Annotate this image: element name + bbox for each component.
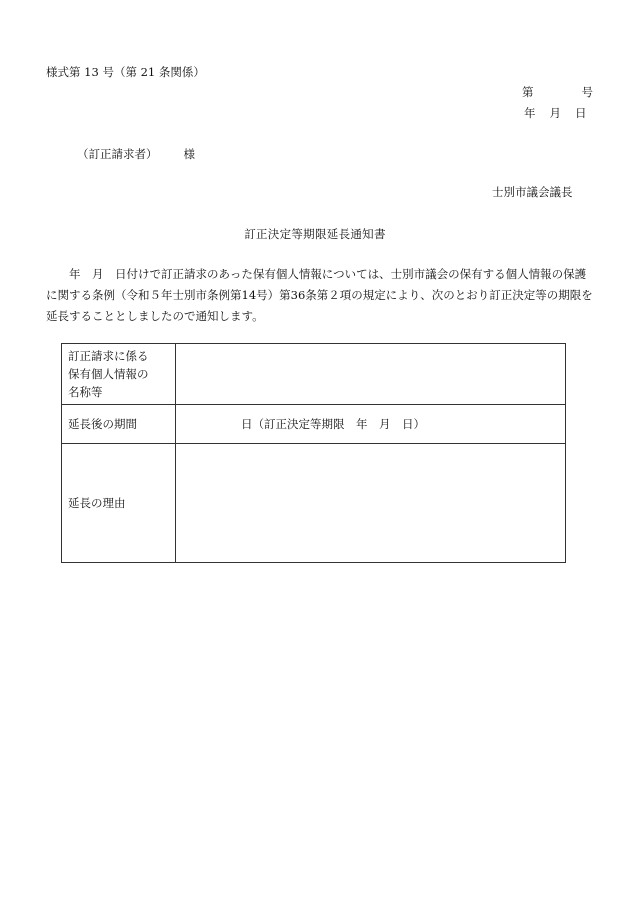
label-line: 名称等 bbox=[68, 385, 103, 399]
table-row bbox=[62, 444, 566, 563]
date-month: 月 bbox=[549, 106, 561, 120]
table-row bbox=[62, 344, 566, 405]
info-table bbox=[61, 343, 566, 563]
recipient-honorific: 様 bbox=[183, 147, 195, 161]
extension-period-cell bbox=[176, 405, 566, 444]
row-label: 延長の理由 bbox=[62, 444, 176, 563]
document-title: 訂正決定等期限延長通知書 bbox=[244, 227, 386, 241]
document-date bbox=[524, 105, 587, 121]
label-line: 訂正請求に係る bbox=[68, 349, 149, 363]
extension-period-value: 日（訂正決定等期限 年 月 日） bbox=[241, 417, 425, 431]
document-number-suffix: 号 bbox=[581, 85, 593, 99]
recipient-label: （訂正請求者） bbox=[77, 147, 158, 161]
extension-reason-cell bbox=[176, 444, 566, 563]
label-line: 保有個人情報の bbox=[68, 367, 149, 381]
table-row bbox=[62, 405, 566, 444]
date-day: 日 bbox=[575, 106, 587, 120]
document-number bbox=[522, 84, 593, 100]
document-number-prefix: 第 bbox=[522, 85, 534, 99]
row-label: 延長後の期間 bbox=[62, 405, 176, 444]
form-number: 様式第 13 号（第 21 条関係） bbox=[46, 65, 205, 79]
date-year: 年 bbox=[524, 106, 536, 120]
sender: 士別市議会議長 bbox=[492, 185, 573, 199]
body-text: 年 月 日付けで訂正請求のあった保有個人情報については、士別市議会の保有する個人情報の保護に関する条例（令和５年士別市条例第14号）第36条第２項の規定により、次のとおり訂正決定等の期限を延長することとしましたので通知します。 bbox=[46, 267, 593, 323]
row-label bbox=[62, 344, 176, 405]
recipient bbox=[77, 146, 195, 162]
record-name-cell bbox=[176, 344, 566, 405]
